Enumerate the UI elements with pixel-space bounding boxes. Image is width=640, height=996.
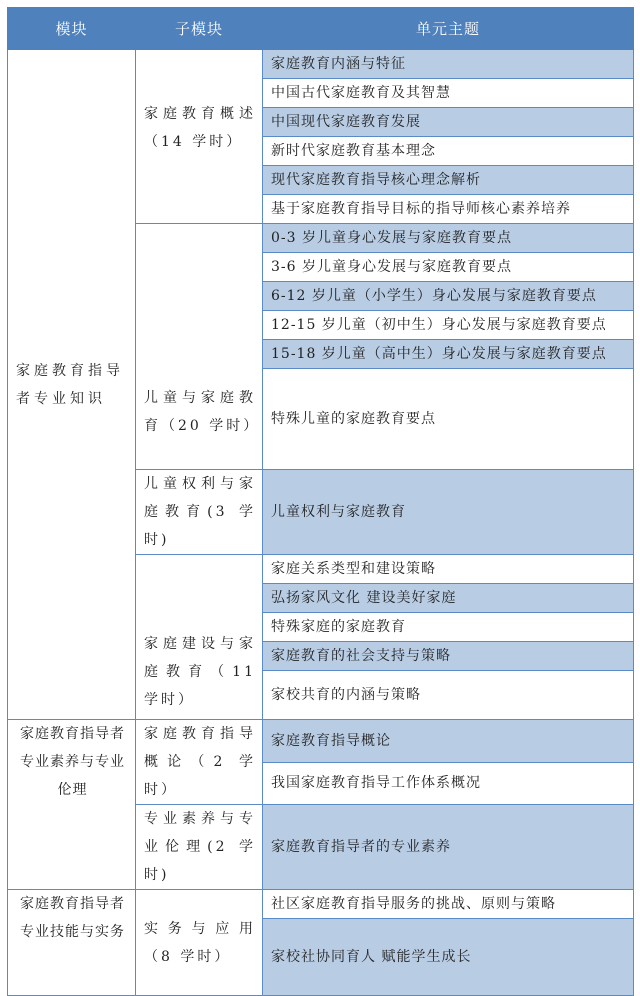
module-cell: 家庭教育指导者专业素养与专业伦理 (8, 720, 136, 890)
topic-cell: 15-18 岁儿童（高中生）身心发展与家庭教育要点 (263, 340, 634, 369)
topic-cell: 中国古代家庭教育及其智慧 (263, 79, 634, 108)
module-cell: 家庭教育指导者专业技能与实务 (8, 890, 136, 996)
table-row (8, 720, 634, 763)
submodule-cell: 儿童与家庭教育（20 学时） (136, 224, 263, 470)
topic-cell: 社区家庭教育指导服务的挑战、原则与策略 (263, 890, 634, 919)
submodule-cell: 家庭建设与家庭教育（11 学时） (136, 555, 263, 720)
topic-cell: 基于家庭教育指导目标的指导师核心素养培养 (263, 195, 634, 224)
topic-cell: 特殊儿童的家庭教育要点 (263, 369, 634, 470)
topic-cell: 我国家庭教育指导工作体系概况 (263, 762, 634, 805)
topic-cell: 家庭教育指导者的专业素养 (263, 805, 634, 890)
header-topic: 单元主题 (263, 8, 634, 50)
topic-cell: 家校社协同育人 赋能学生成长 (263, 919, 634, 996)
header-module: 模块 (8, 8, 136, 50)
topic-cell: 中国现代家庭教育发展 (263, 108, 634, 137)
topic-cell: 现代家庭教育指导核心理念解析 (263, 166, 634, 195)
table-row (8, 50, 634, 79)
topic-cell: 家庭关系类型和建设策略 (263, 555, 634, 584)
submodule-cell: 家庭教育指导概论（2 学时） (136, 720, 263, 805)
topic-cell: 3-6 岁儿童身心发展与家庭教育要点 (263, 253, 634, 282)
submodule-cell: 儿童权利与家庭教育(3 学时) (136, 470, 263, 555)
submodule-cell: 实务与应用（8 学时） (136, 890, 263, 996)
topic-cell: 弘扬家风文化 建设美好家庭 (263, 584, 634, 613)
module-cell: 家庭教育指导者专业知识 (8, 50, 136, 720)
header-row (8, 8, 634, 50)
topic-cell: 新时代家庭教育基本理念 (263, 137, 634, 166)
topic-cell: 家校共育的内涵与策略 (263, 671, 634, 720)
table-row (8, 890, 634, 919)
topic-cell: 特殊家庭的家庭教育 (263, 613, 634, 642)
topic-cell: 家庭教育的社会支持与策略 (263, 642, 634, 671)
topic-cell: 12-15 岁儿童（初中生）身心发展与家庭教育要点 (263, 311, 634, 340)
curriculum-table (7, 7, 634, 996)
header-submodule: 子模块 (136, 8, 263, 50)
topic-cell: 6-12 岁儿童（小学生）身心发展与家庭教育要点 (263, 282, 634, 311)
topic-cell: 家庭教育指导概论 (263, 720, 634, 763)
topic-cell: 0-3 岁儿童身心发展与家庭教育要点 (263, 224, 634, 253)
submodule-cell: 家庭教育概述（14 学时） (136, 50, 263, 224)
submodule-cell: 专业素养与专业伦理(2 学时) (136, 805, 263, 890)
topic-cell: 家庭教育内涵与特征 (263, 50, 634, 79)
topic-cell: 儿童权利与家庭教育 (263, 470, 634, 555)
